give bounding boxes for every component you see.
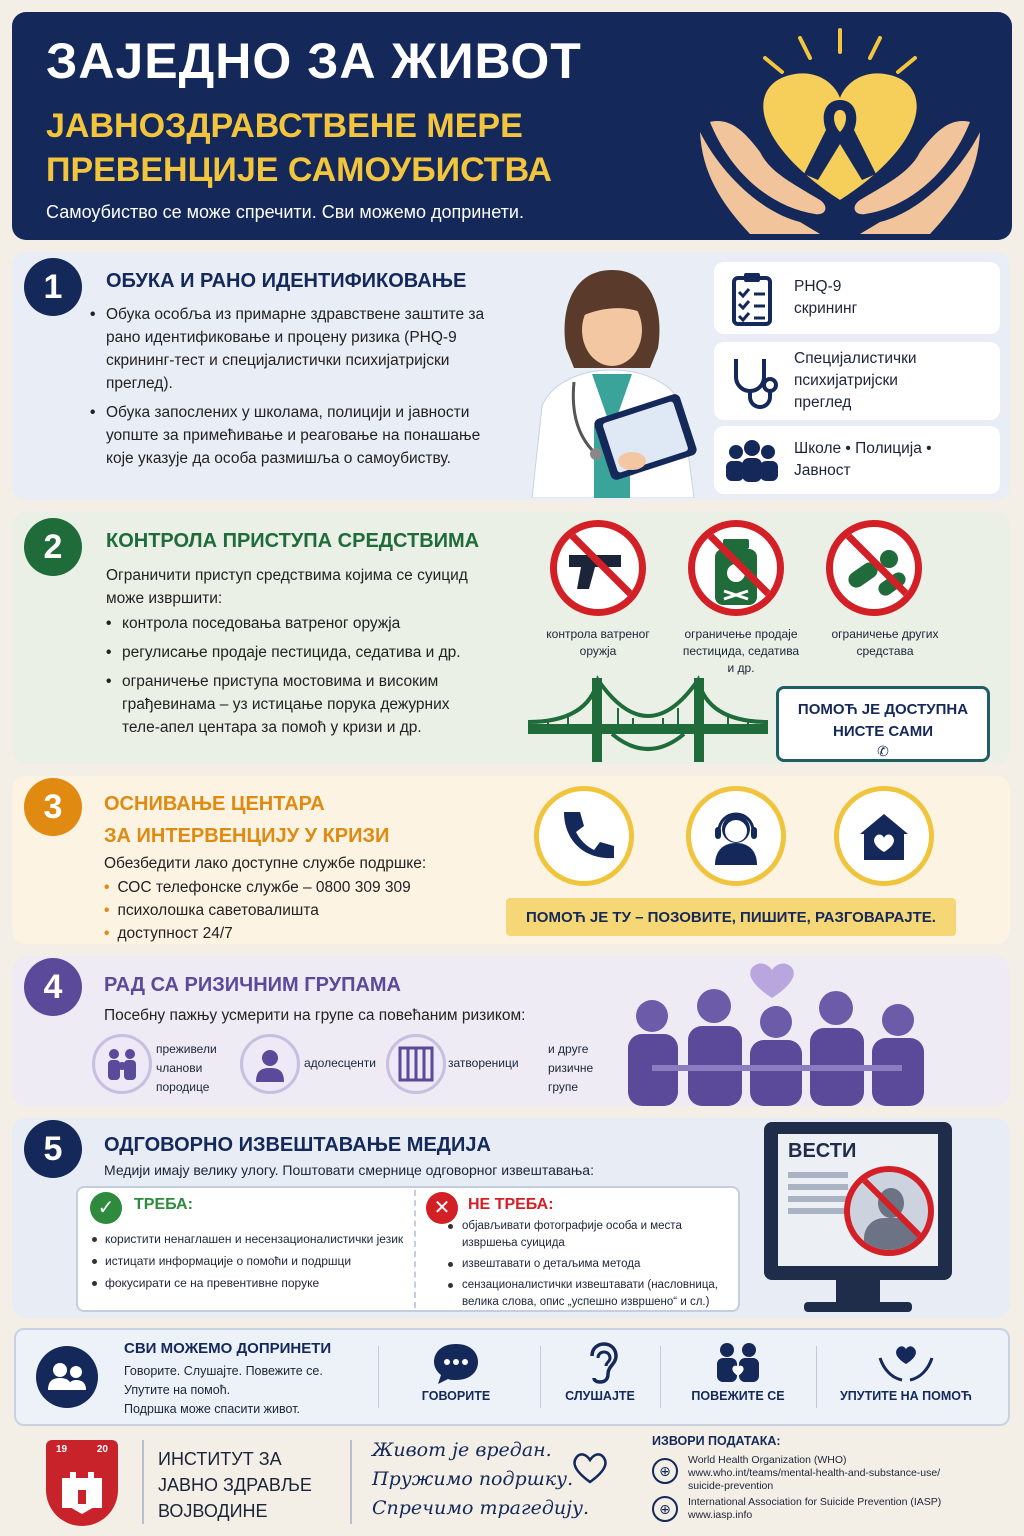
section-4-number: 4 xyxy=(24,958,82,1016)
family-icon xyxy=(92,1034,152,1094)
no-pills-icon xyxy=(826,520,922,616)
list-item: • регулисање продаје пестицида, седатива и др. xyxy=(106,641,486,664)
card-schools-police: Школе • Полиција • Јавност xyxy=(714,426,1000,494)
section-5-intro: Медији имају велику улогу. Поштовати смернице одговорног извештавања: xyxy=(104,1162,594,1178)
counselor-headset-icon xyxy=(686,786,786,886)
divider xyxy=(414,1190,416,1308)
adolescent-icon xyxy=(240,1034,300,1094)
hands-heart-icon xyxy=(876,1340,936,1386)
house-heart-icon xyxy=(834,786,934,886)
cross-icon: ✕ xyxy=(426,1192,458,1224)
dont-list xyxy=(448,1218,734,1311)
action-talk: ГОВОРИТЕ xyxy=(400,1340,512,1403)
section-2-title: КОНТРОЛА ПРИСТУПА СРЕДСТВИМА xyxy=(106,530,480,552)
phone-icon xyxy=(534,786,634,886)
source-who: World Health Organization (WHO) www.who.int/teams/mental-health-and-substance-use/ suicide-prevention xyxy=(688,1454,941,1492)
caption-other-means: ограничење других средстава xyxy=(831,627,939,658)
section-3-list xyxy=(104,876,411,945)
source-iasp-link[interactable]: www.iasp.info xyxy=(688,1509,753,1521)
source-iasp: International Association for Suicide Prevention (IASP) www.iasp.info xyxy=(688,1496,942,1521)
section-3-title: ОСНИВАЊЕ ЦЕНТАРА ЗА ИНТЕРВЕНЦИЈУ У КРИЗИ xyxy=(104,793,390,847)
phone-icon: ✆ xyxy=(877,743,889,759)
ear-icon xyxy=(576,1340,624,1386)
list-item: • Обука особља из примарне здравствене заштите за рано идентификовање и процену ризика (PHQ-9 скрининг-тест и специјалистички психијатријски преглед). xyxy=(90,303,510,395)
globe-icon: ⊕ xyxy=(652,1458,678,1484)
group-survivors-label: преживели чланови породице xyxy=(156,1042,217,1094)
section-1-list xyxy=(90,303,510,476)
card-psychiatric: Специјалистички психијатријски преглед xyxy=(714,342,1000,420)
no-firearm-icon xyxy=(550,520,646,616)
section-2-number: 2 xyxy=(24,518,82,576)
action-listen: СЛУШАЈТЕ xyxy=(546,1340,654,1403)
people-chat-icon xyxy=(36,1346,98,1408)
no-photo-icon xyxy=(844,1166,934,1256)
list-item: истицати информације о помоћи и подршци xyxy=(92,1250,403,1272)
list-item: • контрола поседовања ватреног оружја xyxy=(106,612,486,635)
page-subtitle: ЈАВНОЗДРАВСТВЕНЕ МЕРЕ ПРЕВЕНЦИЈЕ САМОУБИСТВА xyxy=(46,107,552,189)
contribution-text: Говорите. Слушајте. Повежите се. Упутите на помоћ. Подршка може спасити живот. xyxy=(124,1364,323,1416)
list-item: извештавати о детаљима метода xyxy=(448,1256,734,1273)
motto: Живот је вредан. Пружимо подршку. Спречимо трагедију. xyxy=(372,1439,590,1519)
prison-bars-icon xyxy=(386,1034,446,1094)
dont-title: НЕ ТРЕБА: xyxy=(468,1196,554,1213)
help-banner: ПОМОЋ ЈЕ ТУ – ПОЗОВИТЕ, ПИШИТЕ, РАЗГОВАРАЈТЕ. xyxy=(506,898,956,936)
caption-firearms: контрола ватреног оружја xyxy=(546,627,650,658)
people-connect-icon xyxy=(711,1340,765,1386)
list-item: фокусирати се на превентивне поруке xyxy=(92,1272,403,1294)
sources-title: ИЗВОРИ ПОДАТАКА: xyxy=(652,1434,781,1448)
section-5-number: 5 xyxy=(24,1120,82,1178)
list-item: • психолошка саветовалишта xyxy=(104,902,319,919)
list-item: сензационалистички извештавати (насловница, велика слова, опис „успешно извршено“ и сл.) xyxy=(448,1277,734,1311)
list-item: • ограничење приступа мостовима и високим грађевинама – уз истицање порука дежурних теле-апел центара за помоћ у кризи и др. xyxy=(106,670,486,739)
page-title: ЗАЈЕДНО ЗА ЖИВОТ xyxy=(46,33,582,89)
stethoscope-icon xyxy=(714,351,784,411)
card-phq9: PHQ-9 скрининг xyxy=(714,262,1000,334)
section-2-intro: Ограничити приступ средствима којима се суицид може извршити: xyxy=(106,567,468,607)
action-connect: ПОВЕЖИТЕ СЕ xyxy=(676,1340,800,1403)
source-who-link[interactable]: www.who.int/teams/mental-health-and-substance-use/ xyxy=(688,1467,941,1479)
no-poison-icon xyxy=(688,520,784,616)
doctor-illustration xyxy=(512,256,712,498)
monitor-icon xyxy=(764,1122,952,1280)
news-label: ВЕСТИ xyxy=(788,1140,857,1162)
contribution-title: СВИ МОЖЕМО ДОПРИНЕТИ xyxy=(124,1340,332,1357)
help-available-sign: ПОМОЋ ЈЕ ДОСТУПНА НИСТЕ САМИ ✆ xyxy=(776,686,990,762)
do-title: ТРЕБА: xyxy=(134,1196,193,1213)
action-refer: УПУТИТЕ НА ПОМОЋ xyxy=(830,1340,982,1403)
section-1-title: ОБУКА И РАНО ИДЕНТИФИКОВАЊЕ xyxy=(106,270,467,292)
section-4-title: РАД СА РИЗИЧНИМ ГРУПАМА xyxy=(104,974,402,996)
speech-bubble-icon xyxy=(432,1340,480,1386)
section-2-list xyxy=(106,612,486,745)
clipboard-checklist-icon xyxy=(714,268,784,328)
section-3-intro: Обезбедити лако доступне службе подршке: xyxy=(104,855,427,872)
group-other-label: и друге ризичне групе xyxy=(548,1042,594,1094)
do-list xyxy=(92,1228,403,1294)
support-group-illustration xyxy=(612,958,932,1106)
check-icon: ✓ xyxy=(90,1192,122,1224)
section-5-title: ОДГОВОРНО ИЗВЕШТАВАЊЕ МЕДИЈА xyxy=(104,1134,491,1156)
list-item: објављивати фотографије особа и места извршења суицида xyxy=(448,1218,734,1252)
section-3-number: 3 xyxy=(24,778,82,836)
section-1-number: 1 xyxy=(24,258,82,316)
section-4-intro: Посебну пажњу усмерити на групе са повећаним ризиком: xyxy=(104,1007,526,1024)
hands-heart-ribbon-icon xyxy=(690,22,990,234)
caption-pesticides: ограничење продаје пестицида, седатива и др. xyxy=(682,627,800,675)
list-item: • доступност 24/7 xyxy=(104,925,233,942)
bridge-icon xyxy=(528,672,768,764)
page-tagline: Самоубиство се може спречити. Сви можемо допринети. xyxy=(46,202,524,222)
group-prisoners-label: затвореници xyxy=(448,1056,519,1070)
institute-logo: 19 20 xyxy=(46,1440,118,1526)
list-item: користити ненаглашен и несензационалистички језик xyxy=(92,1228,403,1250)
institute-name: ИНСТИТУТ ЗА ЈАВНО ЗДРАВЉЕ ВОЈВОДИНЕ xyxy=(158,1449,312,1521)
group-adolescents-label: адолесценти xyxy=(304,1056,376,1070)
globe-icon: ⊕ xyxy=(652,1496,678,1522)
list-item: • Обука запослених у школама, полицији и јавности уопште за примећивање и реаговање на понашање које указује да особа размишља о самоубиству. xyxy=(90,401,510,470)
people-group-icon xyxy=(714,430,784,490)
list-item: • СОС телефонске службе – 0800 309 309 xyxy=(104,879,411,896)
heart-outline-icon xyxy=(568,1444,612,1488)
